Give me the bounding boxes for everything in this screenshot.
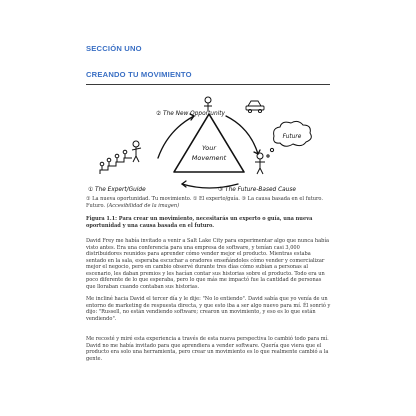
label-expert-guide: ① The Expert/Guide: [88, 187, 146, 193]
movement-figure: [86, 92, 332, 194]
figure-caption: Figura 1.1: Para crear un movimiento, necesitarás un experto o guía, una nueva oportunidad y una causa basada en el futuro.: [86, 216, 313, 229]
label-future: Future: [282, 134, 302, 140]
title-divider: [86, 84, 330, 85]
movement-label-line2: Movement: [191, 154, 227, 162]
future-cause-figure: [255, 153, 265, 174]
body-paragraph-1: David Frey me había invitado a venir a Salt Lake City para experimentar algo que nunca había visto antes. Era una conferencia para una empresa de software, y tenían casi 3,000 distribuidores reunidos para aprender cómo vender mejor el producto. Mientras estaba sentado en la sala, esperaba escuchar a oradores enseñándoles cómo vender y comercializar mejor el negocio, pero en cambio observé durante tres días cómo subían a personas al escenario, les daban premios y les hacían contar sus historias sobre el producto. Todo era un poco diferente de lo que esperaba, pero lo que más me impactó fue la cantidad de personas que lloraban cuando contaban sus historias.: [86, 238, 329, 290]
section-title: SECCIÓN UNO: [86, 44, 142, 53]
body-paragraph-3: Me recosté y miré esta experiencia a través de esta nueva perspectiva lo cambió todo para mí. David no me había invitado para que aprendiera a vender software. Quería que viera que el producto era solo una herramienta, pero crear un movimiento es lo que realmente cambió a la gente.: [86, 336, 329, 362]
alt-text: ① La nueva oportunidad. Tu movimiento. ① El experto/guía. ③ La causa basada en el futuro. Futuro.: [86, 196, 323, 209]
opportunity-figure: [204, 97, 212, 111]
label-future-based-cause: ③ The Future-Based Cause: [218, 187, 296, 193]
accessibility-link[interactable]: (Accesibilidad de la imagen): [106, 202, 180, 209]
body-paragraph-2: Me incliné hacia David el tercer día y le dije: "No lo entiendo". David sabía que yo venía de un entorno de marketing de respuesta directa, y que esto iba a ser algo nuevo para mí. Él sonrió y dijo: "Russell, no están vendiendo software; crearon un movimiento, y eso es lo que están vendiendo".: [86, 296, 331, 322]
expert-guide-figure: [100, 141, 141, 174]
figure-alt-text: [86, 196, 332, 209]
car-icon: [246, 101, 264, 113]
chapter-title: CREANDO TU MOVIMIENTO: [86, 70, 192, 79]
label-new-opportunity: ② The New Opportunity: [156, 111, 225, 117]
movement-label-line1: Your: [201, 144, 217, 152]
